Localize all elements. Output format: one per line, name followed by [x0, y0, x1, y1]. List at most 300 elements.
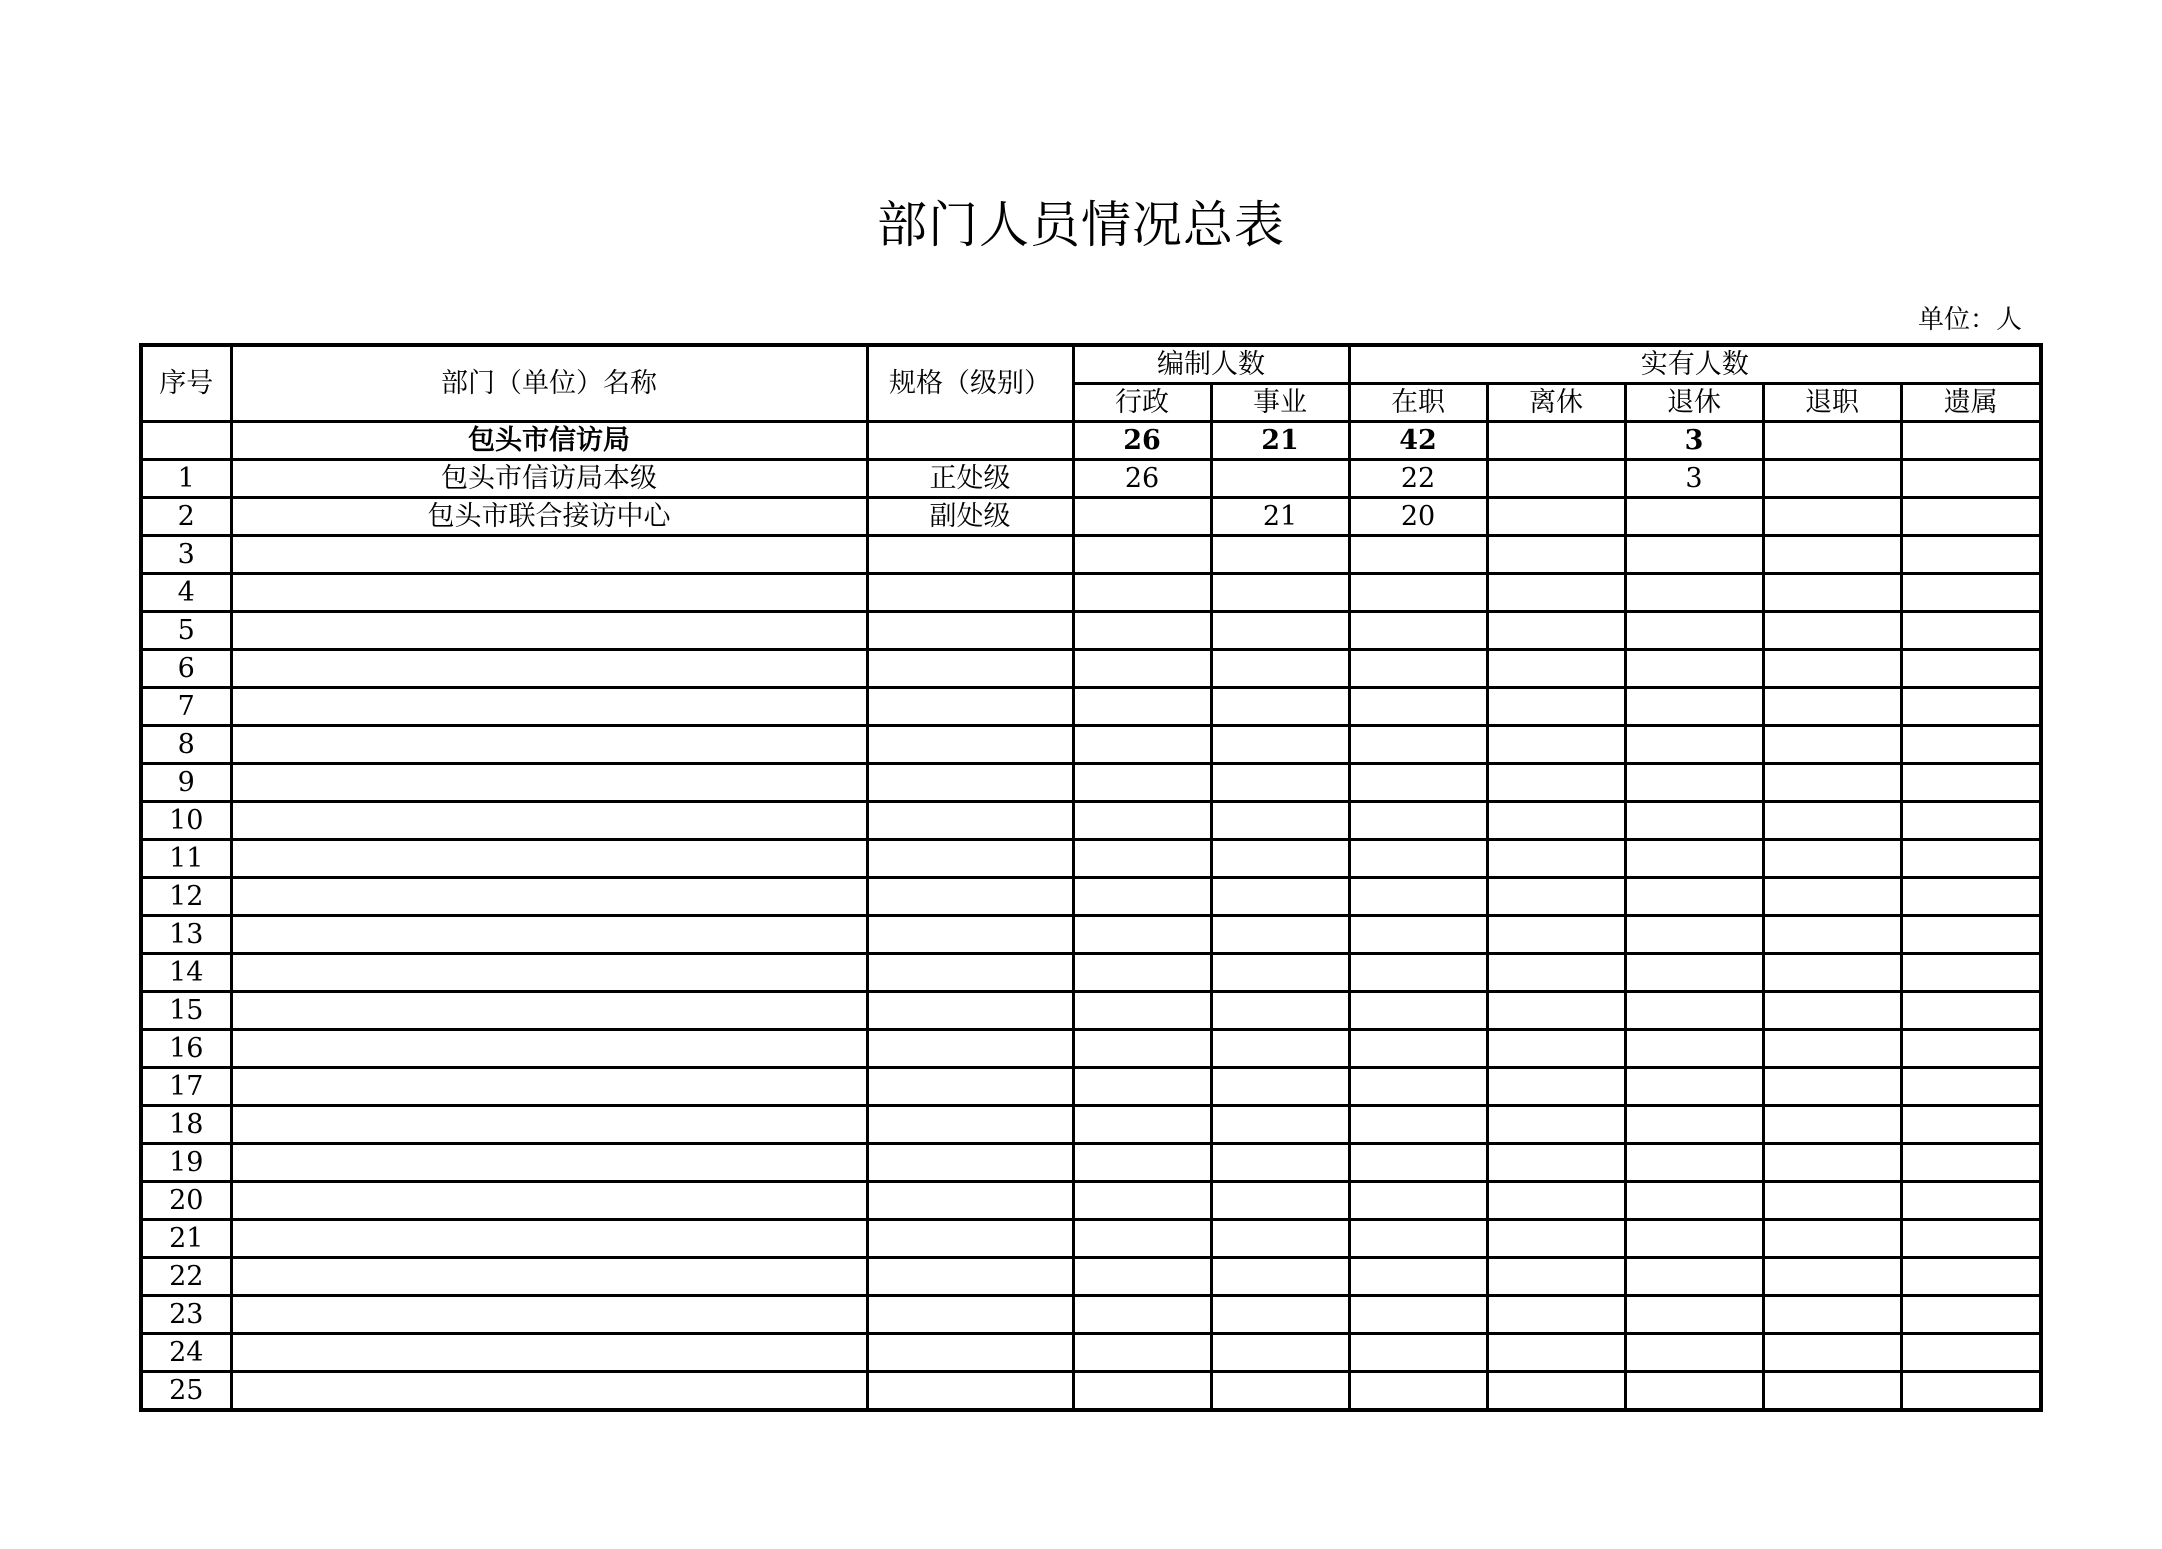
- row-seq: 19: [141, 1144, 231, 1182]
- row-career: 21: [1211, 498, 1349, 536]
- row-career: [1211, 460, 1349, 498]
- row-lixiu: [1487, 1068, 1625, 1106]
- row-retired: [1625, 1068, 1763, 1106]
- row-career: [1211, 1258, 1349, 1296]
- row-level: [867, 1372, 1073, 1411]
- row-career: [1211, 954, 1349, 992]
- table-row: [141, 650, 2041, 688]
- row-dept-name: [231, 1334, 867, 1372]
- row-seq: 9: [141, 764, 231, 802]
- row-retired: [1625, 726, 1763, 764]
- header-seq: 序号: [141, 345, 231, 422]
- row-seq: 7: [141, 688, 231, 726]
- table-row: [141, 840, 2041, 878]
- row-lixiu: [1487, 460, 1625, 498]
- row-yishu: [1901, 1334, 2041, 1372]
- row-seq: 14: [141, 954, 231, 992]
- table-row: [141, 1220, 2041, 1258]
- table-row: [141, 460, 2041, 498]
- row-lixiu: [1487, 1106, 1625, 1144]
- row-lixiu: [1487, 498, 1625, 536]
- row-active: [1349, 1030, 1487, 1068]
- row-admin: [1073, 1334, 1211, 1372]
- row-admin: [1073, 650, 1211, 688]
- row-retired: [1625, 1106, 1763, 1144]
- row-admin: [1073, 916, 1211, 954]
- row-lixiu: [1487, 1334, 1625, 1372]
- row-lixiu: [1487, 1372, 1625, 1411]
- page-title: 部门人员情况总表: [877, 196, 1285, 254]
- row-admin: 26: [1073, 460, 1211, 498]
- row-lixiu: [1487, 954, 1625, 992]
- row-career: [1211, 916, 1349, 954]
- row-seq: 2: [141, 498, 231, 536]
- row-level: [867, 764, 1073, 802]
- row-yishu: [1901, 878, 2041, 916]
- row-lixiu: [1487, 1220, 1625, 1258]
- row-career: [1211, 1068, 1349, 1106]
- row-dept-name: [231, 612, 867, 650]
- row-seq: 18: [141, 1106, 231, 1144]
- row-retired: [1625, 878, 1763, 916]
- row-seq: 13: [141, 916, 231, 954]
- row-career: [1211, 1182, 1349, 1220]
- row-dept-name: [231, 1296, 867, 1334]
- row-retired: [1625, 498, 1763, 536]
- row-level: [867, 1030, 1073, 1068]
- table-body: [141, 345, 2041, 1410]
- row-admin: [1073, 1106, 1211, 1144]
- row-active: [1349, 1258, 1487, 1296]
- row-lixiu: [1487, 688, 1625, 726]
- row-retired: [1625, 1182, 1763, 1220]
- row-lixiu: [1487, 916, 1625, 954]
- row-yishu: [1901, 1182, 2041, 1220]
- total-active: 42: [1349, 422, 1487, 460]
- row-career: [1211, 992, 1349, 1030]
- row-active: [1349, 1068, 1487, 1106]
- row-yishu: [1901, 954, 2041, 992]
- row-seq: 23: [141, 1296, 231, 1334]
- row-career: [1211, 840, 1349, 878]
- row-retired: [1625, 954, 1763, 992]
- table-row: [141, 1030, 2041, 1068]
- row-retired: [1625, 1296, 1763, 1334]
- row-tuizhi: [1763, 1220, 1901, 1258]
- row-seq: 1: [141, 460, 231, 498]
- row-active: [1349, 764, 1487, 802]
- row-tuizhi: [1763, 1030, 1901, 1068]
- total-level: [867, 422, 1073, 460]
- row-tuizhi: [1763, 916, 1901, 954]
- table-row: [141, 574, 2041, 612]
- table-row: [141, 802, 2041, 840]
- row-admin: [1073, 498, 1211, 536]
- row-dept-name: [231, 1144, 867, 1182]
- row-dept-name: [231, 1106, 867, 1144]
- table-row: [141, 878, 2041, 916]
- row-active: [1349, 992, 1487, 1030]
- row-active: [1349, 726, 1487, 764]
- row-seq: 6: [141, 650, 231, 688]
- row-tuizhi: [1763, 1068, 1901, 1106]
- total-tuizhi: [1763, 422, 1901, 460]
- row-level: [867, 1334, 1073, 1372]
- row-retired: [1625, 688, 1763, 726]
- table-row: [141, 1182, 2041, 1220]
- row-yishu: [1901, 498, 2041, 536]
- header-row-1: [141, 345, 2041, 384]
- row-tuizhi: [1763, 992, 1901, 1030]
- row-active: [1349, 1334, 1487, 1372]
- row-yishu: [1901, 1144, 2041, 1182]
- row-lixiu: [1487, 574, 1625, 612]
- row-retired: [1625, 802, 1763, 840]
- row-seq: 12: [141, 878, 231, 916]
- personnel-table: [139, 343, 2043, 1412]
- table-row: [141, 688, 2041, 726]
- row-lixiu: [1487, 1296, 1625, 1334]
- table-row: [141, 916, 2041, 954]
- row-active: [1349, 878, 1487, 916]
- row-level: [867, 726, 1073, 764]
- row-dept-name: [231, 1068, 867, 1106]
- header-admin: 行政: [1073, 384, 1211, 422]
- row-level: [867, 954, 1073, 992]
- row-yishu: [1901, 650, 2041, 688]
- row-active: [1349, 1144, 1487, 1182]
- table-row: [141, 536, 2041, 574]
- row-level: [867, 612, 1073, 650]
- row-seq: 21: [141, 1220, 231, 1258]
- row-retired: [1625, 536, 1763, 574]
- row-yishu: [1901, 688, 2041, 726]
- header-retired: 退休: [1625, 384, 1763, 422]
- row-admin: [1073, 612, 1211, 650]
- row-level: [867, 1106, 1073, 1144]
- table-row: [141, 612, 2041, 650]
- row-yishu: [1901, 916, 2041, 954]
- row-admin: [1073, 764, 1211, 802]
- table-row: [141, 726, 2041, 764]
- row-active: [1349, 802, 1487, 840]
- row-dept-name: [231, 764, 867, 802]
- row-seq: 20: [141, 1182, 231, 1220]
- row-retired: [1625, 612, 1763, 650]
- row-yishu: [1901, 992, 2041, 1030]
- row-tuizhi: [1763, 536, 1901, 574]
- table-row: [141, 1068, 2041, 1106]
- header-yishu: 遗属: [1901, 384, 2041, 422]
- row-yishu: [1901, 1258, 2041, 1296]
- header-level: 规格（级别）: [867, 345, 1073, 422]
- row-active: [1349, 536, 1487, 574]
- table-row: [141, 1258, 2041, 1296]
- row-dept-name: [231, 1258, 867, 1296]
- total-admin: 26: [1073, 422, 1211, 460]
- row-career: [1211, 802, 1349, 840]
- row-dept-name: [231, 878, 867, 916]
- row-dept-name: [231, 574, 867, 612]
- row-career: [1211, 1144, 1349, 1182]
- row-yishu: [1901, 1030, 2041, 1068]
- row-level: [867, 992, 1073, 1030]
- row-career: [1211, 536, 1349, 574]
- row-dept-name: [231, 992, 867, 1030]
- row-level: [867, 1144, 1073, 1182]
- row-yishu: [1901, 1106, 2041, 1144]
- table-row: [141, 498, 2041, 536]
- row-lixiu: [1487, 840, 1625, 878]
- row-lixiu: [1487, 992, 1625, 1030]
- row-seq: 24: [141, 1334, 231, 1372]
- row-admin: [1073, 1144, 1211, 1182]
- row-admin: [1073, 1372, 1211, 1411]
- row-active: [1349, 688, 1487, 726]
- row-career: [1211, 650, 1349, 688]
- row-tuizhi: [1763, 878, 1901, 916]
- row-lixiu: [1487, 726, 1625, 764]
- row-admin: [1073, 726, 1211, 764]
- row-level: [867, 802, 1073, 840]
- row-career: [1211, 1296, 1349, 1334]
- row-tuizhi: [1763, 1144, 1901, 1182]
- row-seq: 3: [141, 536, 231, 574]
- row-admin: [1073, 878, 1211, 916]
- row-tuizhi: [1763, 574, 1901, 612]
- row-admin: [1073, 1220, 1211, 1258]
- row-seq: 22: [141, 1258, 231, 1296]
- row-tuizhi: [1763, 1258, 1901, 1296]
- row-tuizhi: [1763, 498, 1901, 536]
- row-dept-name: [231, 1372, 867, 1411]
- row-retired: 3: [1625, 460, 1763, 498]
- row-tuizhi: [1763, 650, 1901, 688]
- row-tuizhi: [1763, 1334, 1901, 1372]
- row-tuizhi: [1763, 688, 1901, 726]
- header-staffing-group: 编制人数: [1073, 345, 1349, 384]
- row-yishu: [1901, 1068, 2041, 1106]
- row-admin: [1073, 1258, 1211, 1296]
- row-admin: [1073, 840, 1211, 878]
- row-admin: [1073, 688, 1211, 726]
- row-admin: [1073, 1182, 1211, 1220]
- row-retired: [1625, 840, 1763, 878]
- row-lixiu: [1487, 802, 1625, 840]
- row-lixiu: [1487, 1258, 1625, 1296]
- row-career: [1211, 1334, 1349, 1372]
- row-dept-name: [231, 954, 867, 992]
- row-active: 20: [1349, 498, 1487, 536]
- table-row: [141, 954, 2041, 992]
- row-active: [1349, 1220, 1487, 1258]
- row-level: 正处级: [867, 460, 1073, 498]
- row-dept-name: [231, 1220, 867, 1258]
- row-admin: [1073, 992, 1211, 1030]
- row-career: [1211, 878, 1349, 916]
- row-admin: [1073, 574, 1211, 612]
- row-lixiu: [1487, 650, 1625, 688]
- row-active: [1349, 1372, 1487, 1411]
- total-seq: [141, 422, 231, 460]
- unit-label: 单位：人: [1917, 305, 2022, 335]
- row-yishu: [1901, 536, 2041, 574]
- row-active: [1349, 840, 1487, 878]
- row-lixiu: [1487, 878, 1625, 916]
- header-tuizhi: 退职: [1763, 384, 1901, 422]
- row-career: [1211, 726, 1349, 764]
- row-retired: [1625, 1030, 1763, 1068]
- row-active: [1349, 954, 1487, 992]
- table-row: [141, 1106, 2041, 1144]
- row-level: [867, 878, 1073, 916]
- row-retired: [1625, 764, 1763, 802]
- row-active: [1349, 612, 1487, 650]
- row-seq: 5: [141, 612, 231, 650]
- row-tuizhi: [1763, 1296, 1901, 1334]
- row-tuizhi: [1763, 1106, 1901, 1144]
- row-seq: 16: [141, 1030, 231, 1068]
- row-dept-name: [231, 726, 867, 764]
- row-yishu: [1901, 840, 2041, 878]
- row-tuizhi: [1763, 954, 1901, 992]
- row-lixiu: [1487, 1182, 1625, 1220]
- row-yishu: [1901, 726, 2041, 764]
- row-level: 副处级: [867, 498, 1073, 536]
- row-level: [867, 688, 1073, 726]
- header-career: 事业: [1211, 384, 1349, 422]
- header-actual-group: 实有人数: [1349, 345, 2041, 384]
- total-name: 包头市信访局: [231, 422, 867, 460]
- row-dept-name: 包头市信访局本级: [231, 460, 867, 498]
- row-seq: 4: [141, 574, 231, 612]
- row-seq: 25: [141, 1372, 231, 1411]
- row-tuizhi: [1763, 840, 1901, 878]
- row-dept-name: [231, 802, 867, 840]
- row-retired: [1625, 574, 1763, 612]
- header-active: 在职: [1349, 384, 1487, 422]
- row-dept-name: 包头市联合接访中心: [231, 498, 867, 536]
- row-active: [1349, 1106, 1487, 1144]
- row-level: [867, 1296, 1073, 1334]
- table-row: [141, 992, 2041, 1030]
- row-yishu: [1901, 1220, 2041, 1258]
- row-tuizhi: [1763, 460, 1901, 498]
- row-active: 22: [1349, 460, 1487, 498]
- row-career: [1211, 612, 1349, 650]
- total-yishu: [1901, 422, 2041, 460]
- row-yishu: [1901, 802, 2041, 840]
- row-dept-name: [231, 916, 867, 954]
- row-level: [867, 574, 1073, 612]
- row-lixiu: [1487, 536, 1625, 574]
- row-yishu: [1901, 1296, 2041, 1334]
- row-dept-name: [231, 650, 867, 688]
- row-seq: 11: [141, 840, 231, 878]
- row-career: [1211, 574, 1349, 612]
- row-career: [1211, 1372, 1349, 1411]
- row-tuizhi: [1763, 802, 1901, 840]
- row-active: [1349, 650, 1487, 688]
- row-dept-name: [231, 1182, 867, 1220]
- row-yishu: [1901, 460, 2041, 498]
- row-retired: [1625, 1144, 1763, 1182]
- row-admin: [1073, 1030, 1211, 1068]
- table-row: [141, 1334, 2041, 1372]
- row-admin: [1073, 802, 1211, 840]
- row-dept-name: [231, 536, 867, 574]
- row-yishu: [1901, 764, 2041, 802]
- row-lixiu: [1487, 612, 1625, 650]
- row-retired: [1625, 1220, 1763, 1258]
- row-lixiu: [1487, 1144, 1625, 1182]
- row-seq: 10: [141, 802, 231, 840]
- row-retired: [1625, 1372, 1763, 1411]
- row-level: [867, 1258, 1073, 1296]
- row-level: [867, 1220, 1073, 1258]
- row-lixiu: [1487, 764, 1625, 802]
- row-tuizhi: [1763, 726, 1901, 764]
- row-admin: [1073, 1068, 1211, 1106]
- row-admin: [1073, 536, 1211, 574]
- row-yishu: [1901, 574, 2041, 612]
- row-active: [1349, 916, 1487, 954]
- table-row: [141, 1144, 2041, 1182]
- row-level: [867, 840, 1073, 878]
- row-retired: [1625, 1334, 1763, 1372]
- row-career: [1211, 1030, 1349, 1068]
- row-dept-name: [231, 688, 867, 726]
- row-active: [1349, 1182, 1487, 1220]
- total-retired: 3: [1625, 422, 1763, 460]
- row-career: [1211, 688, 1349, 726]
- row-level: [867, 650, 1073, 688]
- header-dept-name: 部门（单位）名称: [231, 345, 867, 422]
- row-tuizhi: [1763, 764, 1901, 802]
- row-yishu: [1901, 1372, 2041, 1411]
- row-active: [1349, 1296, 1487, 1334]
- row-seq: 8: [141, 726, 231, 764]
- row-retired: [1625, 650, 1763, 688]
- table-row: [141, 764, 2041, 802]
- row-dept-name: [231, 840, 867, 878]
- row-career: [1211, 764, 1349, 802]
- row-dept-name: [231, 1030, 867, 1068]
- row-career: [1211, 1220, 1349, 1258]
- row-level: [867, 536, 1073, 574]
- table-row: [141, 1372, 2041, 1411]
- row-tuizhi: [1763, 1182, 1901, 1220]
- row-retired: [1625, 916, 1763, 954]
- row-career: [1211, 1106, 1349, 1144]
- row-tuizhi: [1763, 612, 1901, 650]
- row-retired: [1625, 992, 1763, 1030]
- row-level: [867, 916, 1073, 954]
- total-lixiu: [1487, 422, 1625, 460]
- row-seq: 15: [141, 992, 231, 1030]
- row-admin: [1073, 1296, 1211, 1334]
- row-admin: [1073, 954, 1211, 992]
- row-lixiu: [1487, 1030, 1625, 1068]
- row-seq: 17: [141, 1068, 231, 1106]
- row-yishu: [1901, 612, 2041, 650]
- header-lixiu: 离休: [1487, 384, 1625, 422]
- row-level: [867, 1068, 1073, 1106]
- row-tuizhi: [1763, 1372, 1901, 1411]
- row-retired: [1625, 1258, 1763, 1296]
- row-active: [1349, 574, 1487, 612]
- row-level: [867, 1182, 1073, 1220]
